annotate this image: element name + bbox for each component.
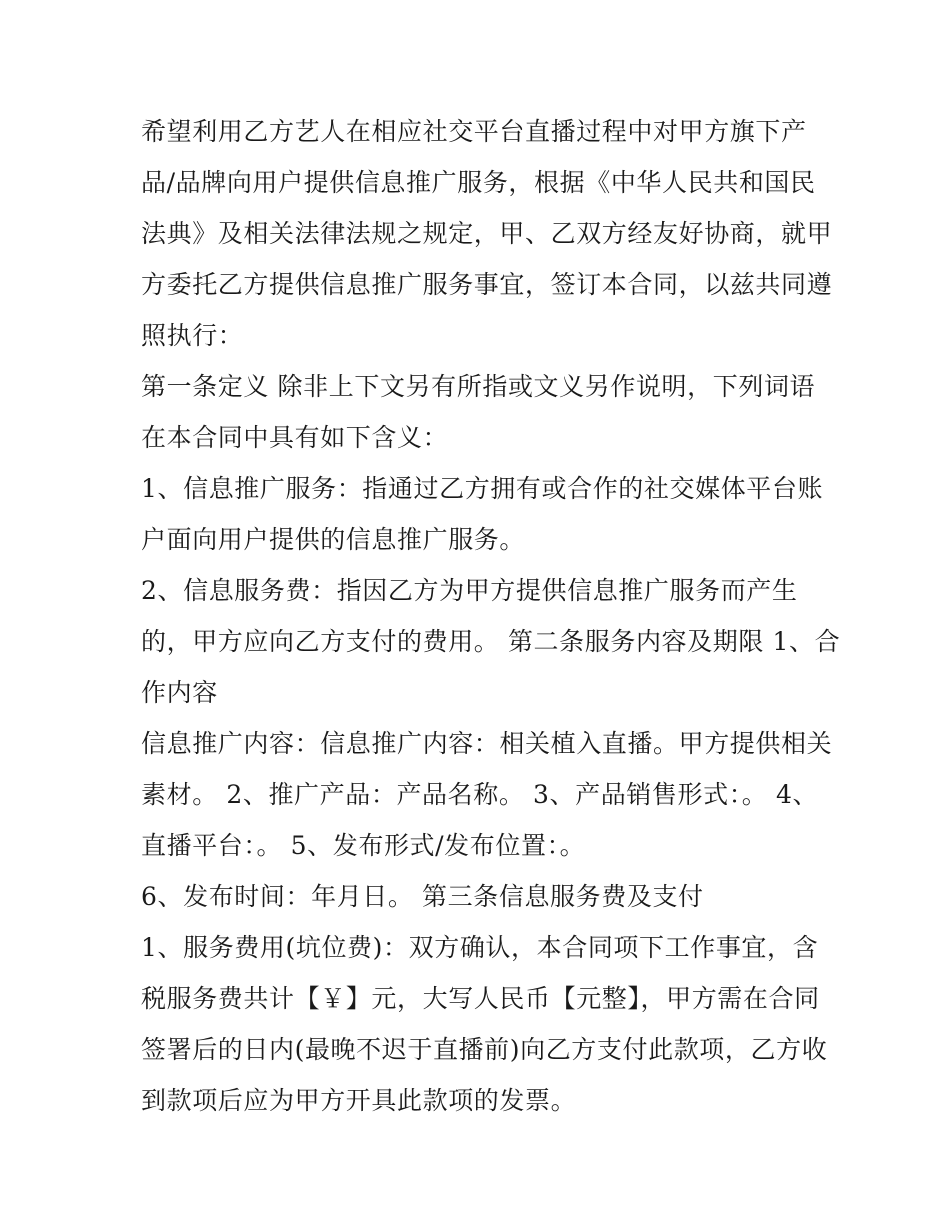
contract-body <box>141 106 841 1126</box>
text-line: 2、信息服务费：指因乙方为甲方提供信息推广服务而产生 <box>141 576 798 605</box>
text-line: 信息推广内容：信息推广内容：相关植入直播。甲方提供相关 <box>141 729 833 758</box>
text-line: 法典》及相关法律法规之规定，甲、乙双方经友好协商，就甲 <box>141 219 833 248</box>
text-line: 1、服务费用(坑位费)：双方确认，本合同项下工作事宜，含 <box>141 933 819 962</box>
text-line: 品/品牌向用户提供信息推广服务，根据《中华人民共和国民 <box>141 168 816 197</box>
text-line: 税服务费共计【￥】元，大写人民币【元整】，甲方需在合同 <box>141 984 820 1013</box>
text-line: 户面向用户提供的信息推广服务。 <box>141 525 526 554</box>
text-line: 在本合同中具有如下含义： <box>141 423 449 452</box>
text-line: 的，甲方应向乙方支付的费用。 第二条服务内容及期限 1、合 <box>141 627 841 656</box>
text-line: 作内容 <box>141 678 218 707</box>
text-line: 希望利用乙方艺人在相应社交平台直播过程中对甲方旗下产 <box>141 117 807 146</box>
text-line: 直播平台：。 5、发布形式/发布位置：。 <box>141 831 586 860</box>
text-line: 到款项后应为甲方开具此款项的发票。 <box>141 1086 577 1115</box>
text-line: 签署后的日内(最晚不迟于直播前)向乙方支付此款项，乙方收 <box>141 1035 828 1064</box>
text-line: 素材。 2、推广产品：产品名称。 3、产品销售形式：。 4、 <box>141 780 819 809</box>
text-line: 第一条定义 除非上下文另有所指或文义另作说明，下列词语 <box>141 372 816 401</box>
text-line: 方委托乙方提供信息推广服务事宜，签订本合同，以兹共同遵 <box>141 270 833 299</box>
text-line: 6、发布时间：年月日。 第三条信息服务费及支付 <box>141 882 704 911</box>
text-line: 照执行： <box>141 321 244 350</box>
text-line: 1、信息推广服务：指通过乙方拥有或合作的社交媒体平台账 <box>141 474 824 503</box>
